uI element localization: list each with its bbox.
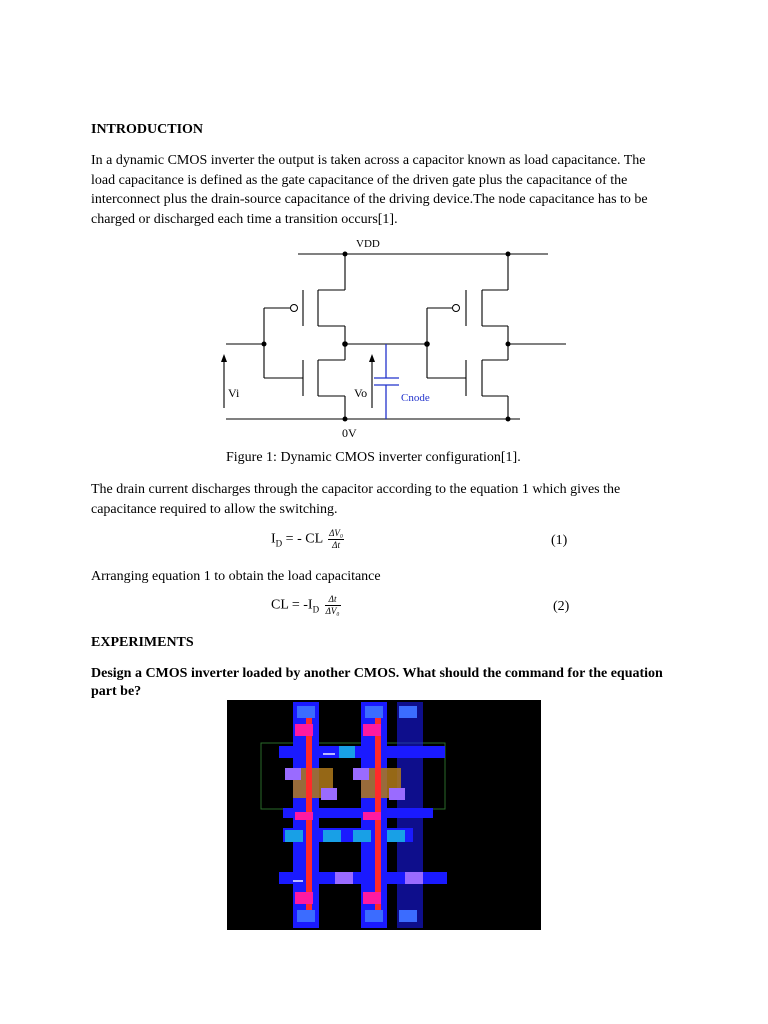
cmos-layout-screenshot (227, 700, 541, 930)
figure1-caption: Figure 1: Dynamic CMOS inverter configuration[1]. (226, 450, 521, 465)
zero-v-label: 0V (342, 426, 357, 440)
inverter-circuit-diagram (210, 233, 580, 443)
cnode-label: Cnode (401, 392, 430, 404)
equation-2: CL = $-I_D$ $\frac{\Delta t}{\text{ΔV₀}}$ (271, 594, 340, 616)
cnode-capacitor (374, 344, 399, 419)
intro-paragraph: In a dynamic CMOS inverter the output is taken across a capacitor known as load capacitance. The load capacitance is defined as the gate capacitance of the driven gate plus the capacitance of the interconnect plus the drain-source capacitance of the driving device.The node capacitance has to be charged or discharged each time a transition occurs[1]. (91, 153, 648, 227)
vdd-label: VDD (356, 238, 380, 250)
vi-label: Vi (228, 386, 240, 400)
intro-heading: INTRODUCTION (91, 122, 204, 137)
equation-2-number: (2) (553, 599, 570, 614)
paragraph-3: Arranging equation 1 to obtain the load capacitance (91, 569, 381, 584)
experiments-heading: EXPERIMENTS (91, 635, 194, 650)
equation-1-number: (1) (551, 533, 568, 548)
vo-label: Vo (354, 386, 368, 400)
equation-1: $I_D$ = - CL $\frac{\text{ΔV₀}}{\Delta t}$ (271, 528, 344, 550)
paragraph-2: The drain current discharges through the capacitor according to the equation 1 which gives the capacitance required to allow the switching. (91, 482, 621, 517)
experiments-question: Design a CMOS inverter loaded by another CMOS. What should the command for the equation part be? (91, 666, 663, 699)
